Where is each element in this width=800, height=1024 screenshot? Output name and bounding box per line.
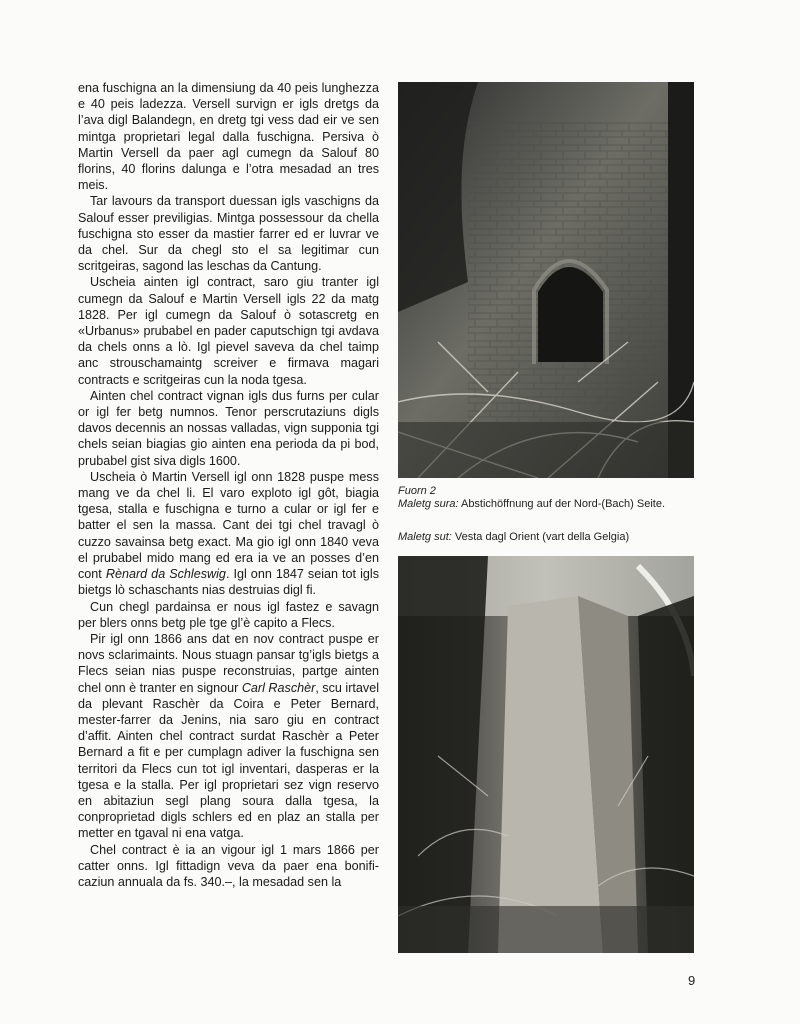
figure-title: Fuorn 2 <box>398 485 436 497</box>
paragraph: Chel contract è ia an vigour igl 1 mars 1866 per catter onns. Igl fittadign veva da paer ena bonificaziun annuala da fs. 340.–, la mesadad sen la <box>78 842 379 889</box>
text-run: . Igl onn 1847 seian tot igls bietgs lò schaschants nias destruias digl fi. <box>78 567 379 598</box>
page-number: 9 <box>688 973 696 988</box>
caption-line <box>398 498 698 511</box>
photo-image <box>398 82 694 478</box>
caption-text: Abstichöffnung auf der Nord-(Bach) Seite. <box>458 498 666 510</box>
caption-label: Maletg sura: <box>398 498 459 510</box>
paragraph: ena fuschigna an la dimensiung da 40 peis lunghezza e 40 peis ladezza. Versell survign er igls dretgs da l’ava digl Balandegn, en dretg tgi vess dad eir ve sen mintga proprietari legal dalla fuschigna. Persiva ò Martin Versell da paer agl cumegn da Salouf 80 florins, 40 florins dalunga e l’otra mesadad an tres meis. <box>78 81 379 193</box>
body-text-column <box>78 80 379 890</box>
photo-east-view <box>398 556 694 953</box>
caption-label: Maletg sut: <box>398 531 452 543</box>
photo-tap-hole-north <box>398 82 694 478</box>
paragraph <box>78 469 379 599</box>
caption-text: Vesta dagl Orient (vart della Gelgia) <box>451 531 630 543</box>
italic-name: Rènard da Schleswig <box>105 567 226 582</box>
text-run: , scu irtavel da plevant Raschèr da Coira e Peter Bernard, mester-farrer da Jenins, nia saro giu en contract d’affit. Ainten chel contract surdat Raschèr a Peter Bernard a fit e per cumplagn adiver la fuschigna sen territori da Flecs cun tot igl inventari, dasperas er la tgesa e la stalla. Per igl proprietari sez vign reservo en abitaziun segl plang soura dalla tgesa, la conproprietad digls schlers ed en plaz an stalla per metter en tgaval ni ena vatga. <box>78 680 380 841</box>
italic-name: Carl Raschèr <box>241 680 316 695</box>
photo-image <box>398 556 694 953</box>
caption-photo-1 <box>398 485 698 511</box>
text-run: Pir igl onn 1866 ans dat en nov contract puspe er novs sclarimaints. Nous stuagn pansar tg’igls bietgs a Flecs seian nias puspe reconstruias, partge ainten chel onn è tranter en signour <box>78 631 379 695</box>
paragraph: Ainten chel contract vignan igls dus furns per cular or igl fer betg numnos. Tenor perscrutaziuns digls davos decennis an nossas valladas, vign supponia tgi chels seian biagias gio ainten ena perioda da pi bod, prubabel gist siva digls 1600. <box>78 388 379 468</box>
caption-photo-2 <box>398 531 698 544</box>
paragraph: Cun chegl pardainsa er nous igl fastez e savagn per blers onns betg ple tge gl’è capito a Flecs. <box>78 599 379 630</box>
paragraph: Tar lavours da transport duessan igls vaschigns da Salouf esser previligias. Mintga possessour da chella fuschigna sto esser da mastier farrer ed er luvrar ve da chel. Sur da chegl sto el sa legitimar cun scritgeiras, sagond las leschas da Cantung. <box>78 194 379 274</box>
text-run: Uscheia ò Martin Versell igl onn 1828 puspe mess mang ve da chel li. El varo exploto igl gôt, biagia tgesa, stalla e fuschigna e turno a cular or igl fer e batter el sen la massa. Cant dei tgi chel travagl ò cuzzo savainsa betg exact. Ma gio igl onn 1840 veva el prubabel mido mang ed era ia ve an posses d’en cont <box>78 469 379 582</box>
paragraph <box>78 631 379 842</box>
paragraph: Uscheia ainten igl contract, saro giu tranter igl cumegn da Salouf e Martin Versell igls 22 da matg 1828. Per igl cumegn da Salouf ò sotascretg en «Urbanus» prubabel en pader caputschign tgi avdava da chels onns a lò. Igl pievel saveva da chel taimp anc strouschamaintg screiver e firmava magari contracts e scritgeiras cun la noda tgesa. <box>78 275 379 387</box>
